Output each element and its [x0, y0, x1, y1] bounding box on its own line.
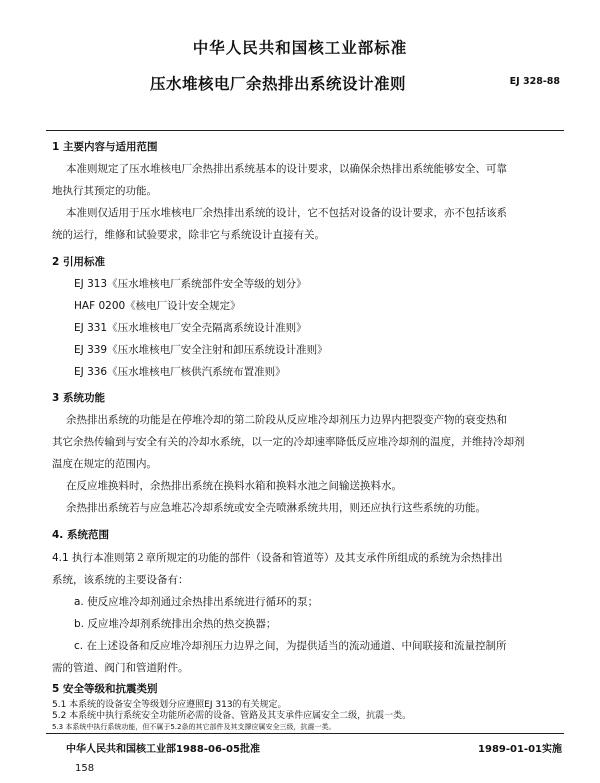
ref-item: EJ 313《压水堆核电厂系统部件安全等级的划分》: [74, 278, 307, 290]
section-2-heading: 2 引用标准: [52, 256, 105, 268]
top-divider: [46, 130, 564, 131]
approval-date: 中华人民共和国核工业部1988-06-05批准: [66, 744, 260, 755]
section-1-para-2b: 统的运行，维修和试验要求，除非它与系统设计直接有关。: [52, 229, 325, 241]
ref-item: EJ 331《压水堆核电厂安全壳隔离系统设计准则》: [74, 322, 307, 334]
ref-item: EJ 339《压水堆核电厂安全注射和卸压系统设计准则》: [74, 344, 328, 356]
section-4-line: 系统，该系统的主要设备有：: [52, 574, 189, 586]
section-1-para-1: 本准则规定了压水堆核电厂余热排出系统基本的设计要求，以确保余热排出系统能够安全、可靠: [66, 163, 507, 175]
section-4-line: 需的管道、阀门和管道附件。: [52, 662, 189, 674]
section-3-line: 其它余热传输到与安全有关的冷却水系统，以一定的冷却速率降低反应堆冷却剂的温度，并维持冷却剂: [52, 436, 525, 448]
section-4-heading: 4. 系统范围: [52, 529, 109, 541]
bottom-divider: [46, 733, 564, 734]
section-5-line: 5.2 本系统中执行系统安全功能所必需的设备、管路及其支承件应属安全二级，抗震一类。: [52, 711, 412, 721]
ministry-title: 中华人民共和国核工业部标准: [192, 39, 408, 57]
section-5-heading: 5 安全等级和抗震类别: [52, 683, 158, 695]
section-5-line-group: [52, 722, 564, 732]
section-4-line: 4.1 执行本准则第２章所规定的功能的部件（设备和管道等）及其支承件所组成的系统为余热排出: [52, 552, 503, 564]
section-4-line: b. 反应堆冷却剂系统排出余热的热交换器；: [74, 618, 277, 630]
section-5-line: 5.3 本系统中执行系统功能，但不属于5.2条的其它部件及其支撑应属安全三级，抗震一类。: [52, 723, 336, 731]
section-1-para-2: 本准则仅适用于压水堆核电厂余热排出系统的设计，它不包括对设备的设计要求，亦不包括该系: [66, 207, 507, 219]
section-1-heading: 1 主要内容与适用范围: [52, 141, 158, 153]
section-1-para-1b: 地执行其预定的功能。: [52, 185, 157, 197]
section-3-line: 余热排出系统若与应急堆芯冷却系统或安全壳喷淋系统共用，则还应执行这些系统的功能。: [66, 502, 486, 514]
page-number: 158: [75, 763, 95, 774]
section-5-line: 5.1 本系统的设备安全等级划分应遵照EJ 313的有关规定。: [52, 700, 287, 710]
section-4-line: a. 使反应堆冷却剂通过余热排出系统进行循环的泵；: [74, 596, 319, 608]
ref-item: EJ 336《压水堆核电厂核供汽系统布置准则》: [74, 366, 286, 378]
effective-date: 1989-01-01实施: [478, 744, 562, 755]
standard-code: EJ 328-88: [509, 76, 560, 87]
section-3-line: 在反应堆换料时，余热排出系统在换料水箱和换料水池之间输送换料水。: [66, 480, 402, 492]
section-3-line: 温度在规定的范围内。: [52, 458, 157, 470]
document-title: 压水堆核电厂余热排出系统设计准则: [150, 75, 407, 93]
section-3-line: 余热排出系统的功能是在停堆冷却的第二阶段从反应堆冷却剂压力边界内把裂变产物的衰变热和: [66, 414, 507, 426]
section-3-heading: 3 系统功能: [52, 392, 105, 404]
section-4-line: c. 在上述设备和反应堆冷却剂压力边界之间，为提供适当的流动通道、中间联接和流量控制所: [74, 640, 507, 652]
ref-item: HAF 0200《核电厂设计安全规定》: [74, 300, 241, 312]
